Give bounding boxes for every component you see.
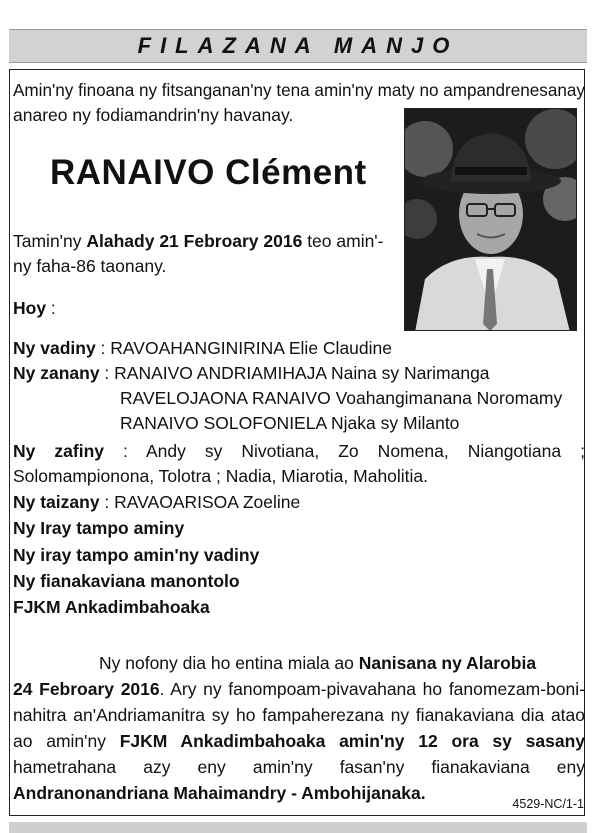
funeral-l1-b: Nanisana ny Alarobia <box>358 653 537 673</box>
sibling-value: : RAVAOARISOA Zoeline <box>99 492 301 512</box>
hoy-colon: : <box>46 298 56 318</box>
portrait-photo-drawing <box>405 109 577 331</box>
funeral-line-6 <box>13 781 426 805</box>
funeral-line-1 <box>99 651 536 675</box>
hoy-line <box>13 296 56 320</box>
funeral-l4-a: ao amin'ny <box>13 731 120 751</box>
death-prefix: Tamin'ny <box>13 231 87 251</box>
funeral-line-4 <box>13 729 585 753</box>
funeral-l6-b: . <box>420 783 426 803</box>
funeral-l2-a: 24 Febroary 2016 <box>13 679 160 699</box>
death-line-2: ny faha-86 taonany. <box>13 256 167 276</box>
children-label: Ny zanany <box>13 363 100 383</box>
family-bold-line-4: FJKM Ankadimbahoaka <box>13 597 210 617</box>
deceased-name: RANAIVO Clément <box>50 153 367 192</box>
family-bold-line-1: Ny Iray tampo aminy <box>13 518 185 538</box>
sibling-label: Ny taizany <box>13 492 100 512</box>
children-line-3: RANAIVO SOLOFONIELA Njaka sy Milanto <box>120 413 460 433</box>
grandchildren-first: : Andy sy Nivotiana, Zo Nomena, Niangotiana ; <box>104 441 585 461</box>
bottom-bar <box>9 822 587 833</box>
funeral-line-5: hametrahana azy eny amin'ny fasan'ny fianakaviana eny <box>13 757 585 777</box>
spouse-line <box>13 336 392 360</box>
children-first: : RANAIVO ANDRIAMIHAJA Naina sy Narimanga <box>99 363 490 383</box>
header-banner <box>9 29 587 63</box>
grandchildren-line-1 <box>13 439 585 463</box>
hoy-label: Hoy <box>13 298 47 318</box>
spouse-label: Ny vadiny <box>13 338 96 358</box>
sibling-line <box>13 490 300 514</box>
spouse-value: : RAVOAHANGINIRINA Elie Claudine <box>95 338 392 358</box>
family-bold-line-3: Ny fianakaviana manontolo <box>13 571 240 591</box>
family-bold-line-2: Ny iray tampo amin'ny vadiny <box>13 545 260 565</box>
portrait-photo <box>404 108 577 331</box>
grandchildren-line-2: Solomampionona, Tolotra ; Nadia, Miarotia, Maholitia. <box>13 466 429 486</box>
funeral-l1-a: Ny nofony dia ho entina miala ao <box>99 653 359 673</box>
reference-code: 4529-NC/1-1 <box>512 797 584 811</box>
funeral-line-3: nahitra an'Andriamanitra sy ho fampaherezana ny fianakaviana dia atao <box>13 705 585 725</box>
funeral-l2-b: . Ary ny fanompoam-pivavahana ho fanomezam-boni- <box>159 679 585 699</box>
funeral-l6-a: Andranonandriana Mahaimandry - Ambohijanaka <box>13 783 421 803</box>
intro-line-2: anareo ny fodiamandrin'ny havanay. <box>13 105 294 125</box>
children-line-1 <box>13 361 490 385</box>
death-line-1 <box>13 229 383 253</box>
children-line-2: RAVELOJAONA RANAIVO Voahangimanana Noromamy <box>120 388 563 408</box>
death-suffix: teo amin'- <box>302 231 384 251</box>
grandchildren-label: Ny zafiny <box>13 441 104 461</box>
funeral-l4-b: FJKM Ankadimbahoaka amin'ny 12 ora sy sasany <box>119 731 585 751</box>
intro-line-1: Amin'ny finoana ny fitsanganan'ny tena amin'ny maty no ampandrenesanay <box>13 80 585 100</box>
funeral-line-2 <box>13 677 585 701</box>
death-date: Alahady 21 Febroary 2016 <box>86 231 303 251</box>
header-title: FILAZANA MANJO <box>137 33 459 58</box>
